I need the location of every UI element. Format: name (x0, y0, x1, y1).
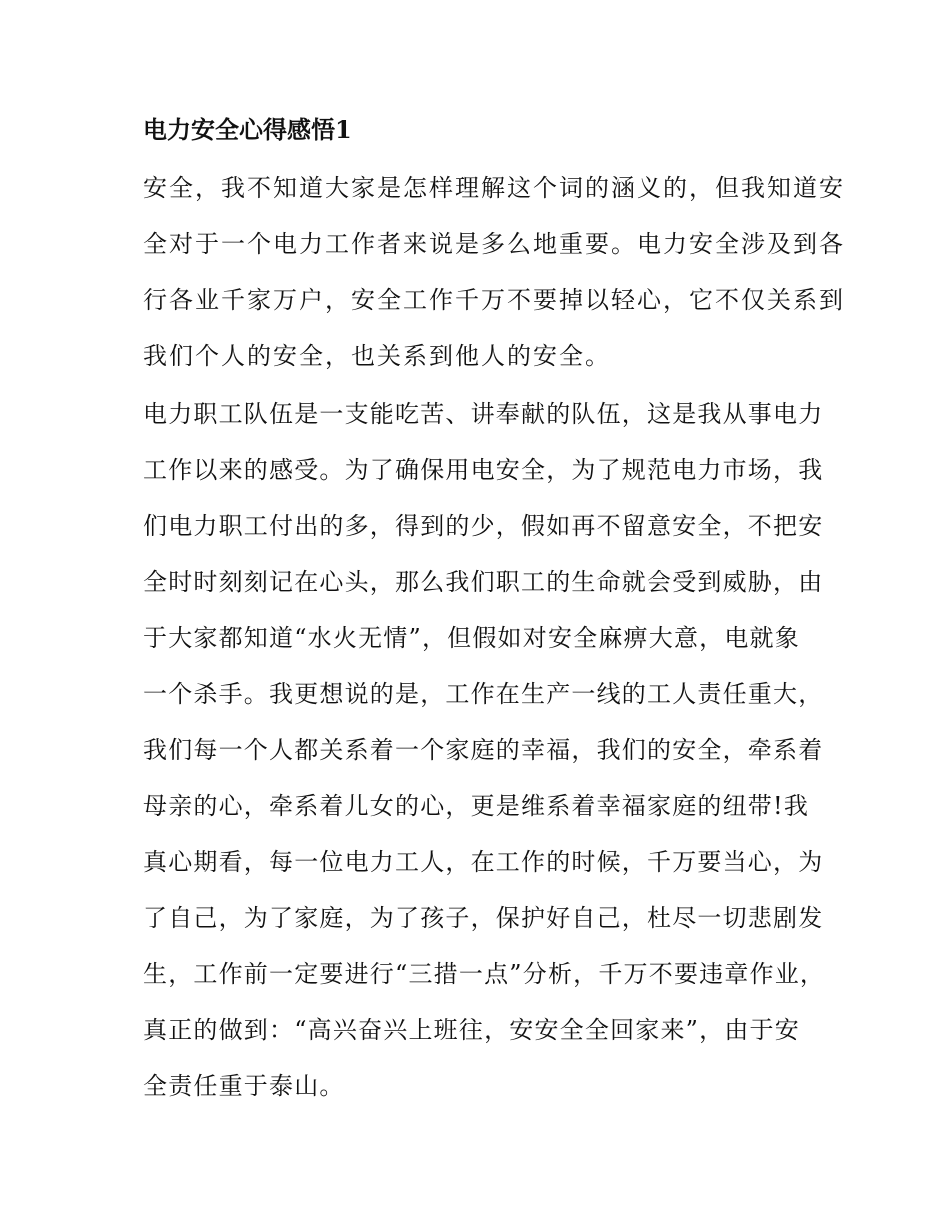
paragraph-line: 全时时刻刻记在心头，那么我们职工的生命就会受到威胁，由 (143, 568, 824, 596)
paragraph-2 (143, 386, 825, 1114)
paragraph-line: 全对于一个电力工作者来说是多么地重要。电力安全涉及到各 (143, 230, 845, 258)
paragraph-line: 一个杀手。我更想说的是，工作在生产一线的工人责任重大， (143, 680, 824, 708)
paragraph-line: 真正的做到：“高兴奋兴上班往，安安全全回家来”，由于安 (143, 1016, 800, 1044)
paragraph-line: 我们每一个人都关系着一个家庭的幸福，我们的安全，牵系着 (143, 736, 824, 764)
paragraph-line: 电力职工队伍是一支能吃苦、讲奉献的队伍，这是我从事电力 (143, 400, 824, 428)
paragraph-line: 于大家都知道“水火无情”，但假如对安全麻痹大意，电就象 (143, 624, 800, 652)
paragraph-line: 们电力职工付出的多，得到的少，假如再不留意安全，不把安 (143, 512, 824, 540)
paragraph-line: 我们个人的安全，也关系到他人的安全。 (143, 342, 611, 370)
paragraph-line: 生，工作前一定要进行“三措一点”分析，千万不要违章作业， (143, 960, 826, 988)
paragraph-line: 全责任重于泰山。 (143, 1072, 345, 1100)
document-title: 电力安全心得感悟1 (143, 115, 352, 144)
paragraph-line: 母亲的心，牵系着儿女的心，更是维系着幸福家庭的纽带!我 (143, 792, 810, 820)
paragraph-line: 安全，我不知道大家是怎样理解这个词的涵义的，但我知道安 (143, 174, 845, 202)
paragraph-1 (143, 160, 845, 384)
paragraph-line: 真心期看，每一位电力工人，在工作的时候，千万要当心，为 (143, 848, 824, 876)
paragraph-line: 了自己，为了家庭，为了孩子，保护好自己，杜尽一切悲剧发 (143, 904, 824, 932)
paragraph-line: 行各业千家万户，安全工作千万不要掉以轻心，它不仅关系到 (143, 286, 845, 314)
paragraph-line: 工作以来的感受。为了确保用电安全，为了规范电力市场，我 (143, 456, 824, 484)
